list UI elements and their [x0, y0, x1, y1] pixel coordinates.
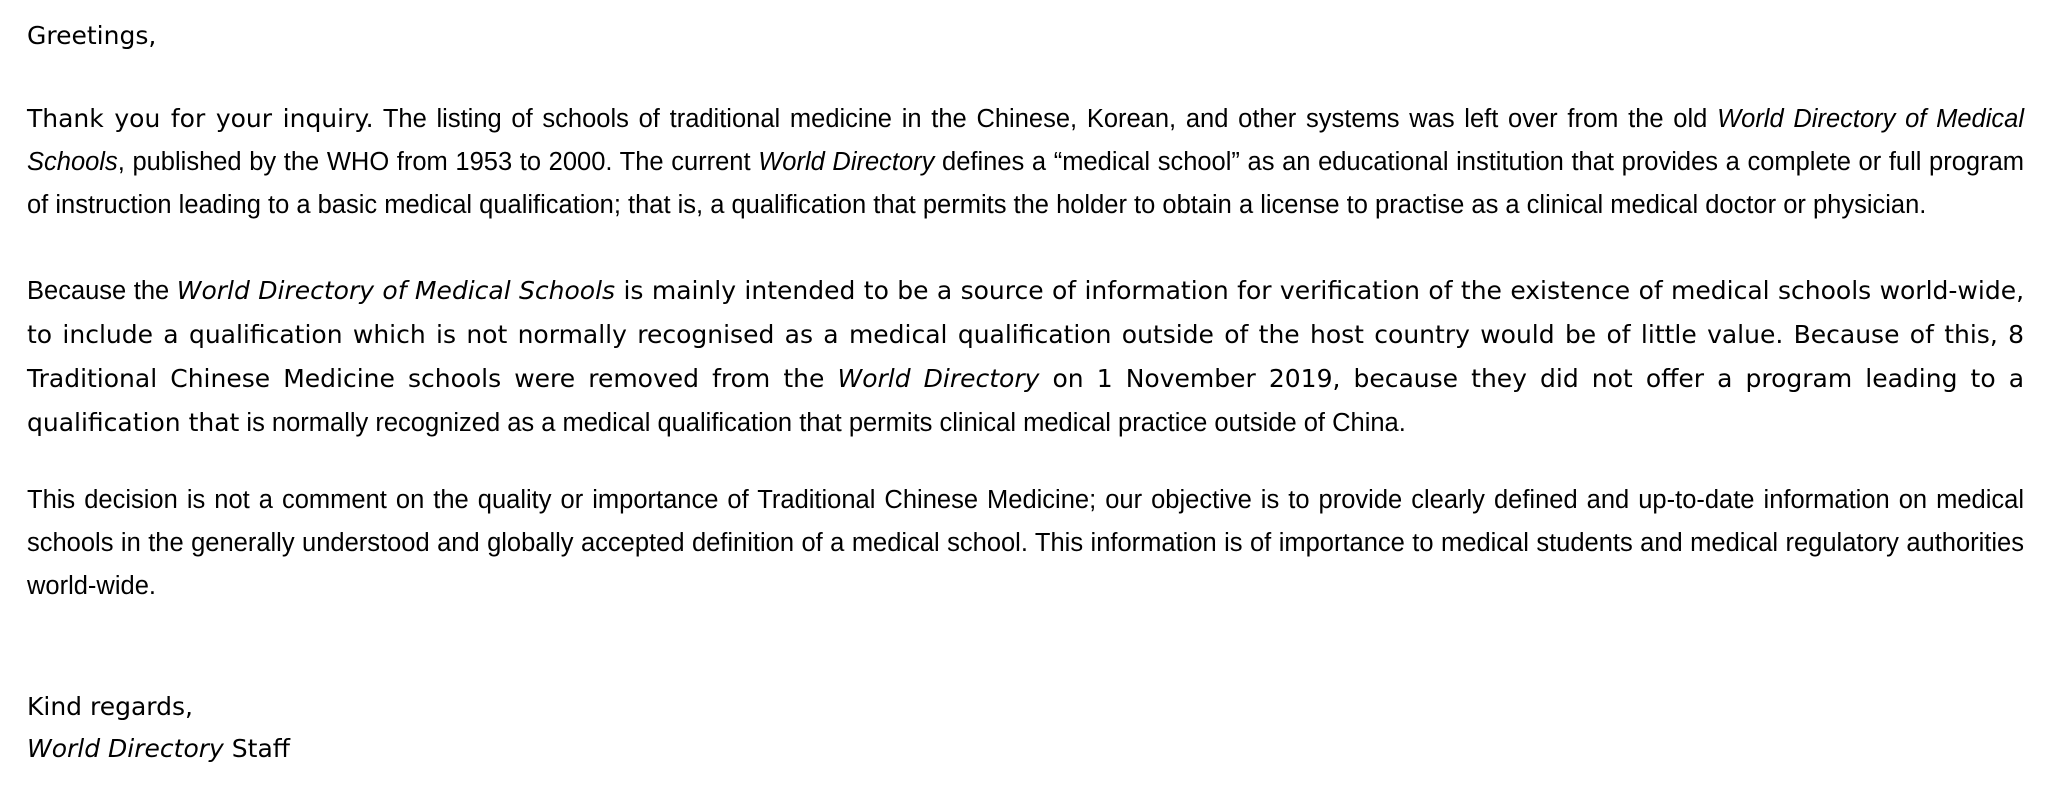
paragraph-1-directory-title: World Directory of Medical Schools	[27, 105, 2024, 176]
paragraph-2-directory-title: World Directory of Medical Schools	[176, 276, 616, 305]
paragraph-inquiry-response	[27, 97, 2024, 227]
paragraph-1-directory-short: World Directory	[758, 148, 935, 176]
paragraph-1-lead: Thank you for your inquiry.	[27, 104, 374, 133]
paragraph-2-text-a: is mainly intended to be a source of information for verification of the existence of medical schools world-wide, to include a qualification which is not normally recognised as a medical qualification outside of the host country would be of little value.	[27, 276, 2025, 349]
paragraph-1-text-a: The listing of schools of traditional medicine in the Chinese, Korean, and other systems was left over from the old	[373, 105, 1718, 133]
paragraph-1-text-c: defines a “medical school” as an educational institution that provides a complete or full program of instruction leading to a basic medical qualification; that is, a qualification that permits the holder to obtain a license to practise as a clinical medical doctor or physician.	[27, 148, 2025, 219]
signature	[27, 734, 290, 764]
signature-directory: World Directory	[27, 734, 224, 763]
paragraph-2-text-b: Because of this, 8 Traditional Chinese Medicine schools were removed from the	[27, 320, 2024, 393]
signature-staff: Staff	[223, 734, 290, 763]
paragraph-2-text-c: on 1 November 2019, because they did not offer a program leading to a qualification that	[27, 364, 2025, 437]
paragraph-2-directory-short: World Directory	[837, 364, 1040, 393]
greeting: Greetings,	[27, 21, 157, 50]
paragraph-1-text-b: , published by the WHO from 1953 to 2000. The current	[117, 148, 759, 176]
paragraph-2-text-d: is normally recognized as a medical qualification that permits clinical medical practice outside of China.	[239, 409, 1406, 437]
paragraph-decision-statement: This decision is not a comment on the quality or importance of Traditional Chinese Medicine; our objective is to provide clearly defined and up-to-date information on medical schools in the generally understood and globally accepted definition of a medical school. This information is of importance to medical students and medical regulatory authorities world-wide.	[27, 486, 2024, 600]
closing: Kind regards,	[27, 692, 193, 721]
paragraph-removal-explanation	[27, 269, 2024, 445]
paragraph-2-lead: Because the	[27, 277, 177, 305]
